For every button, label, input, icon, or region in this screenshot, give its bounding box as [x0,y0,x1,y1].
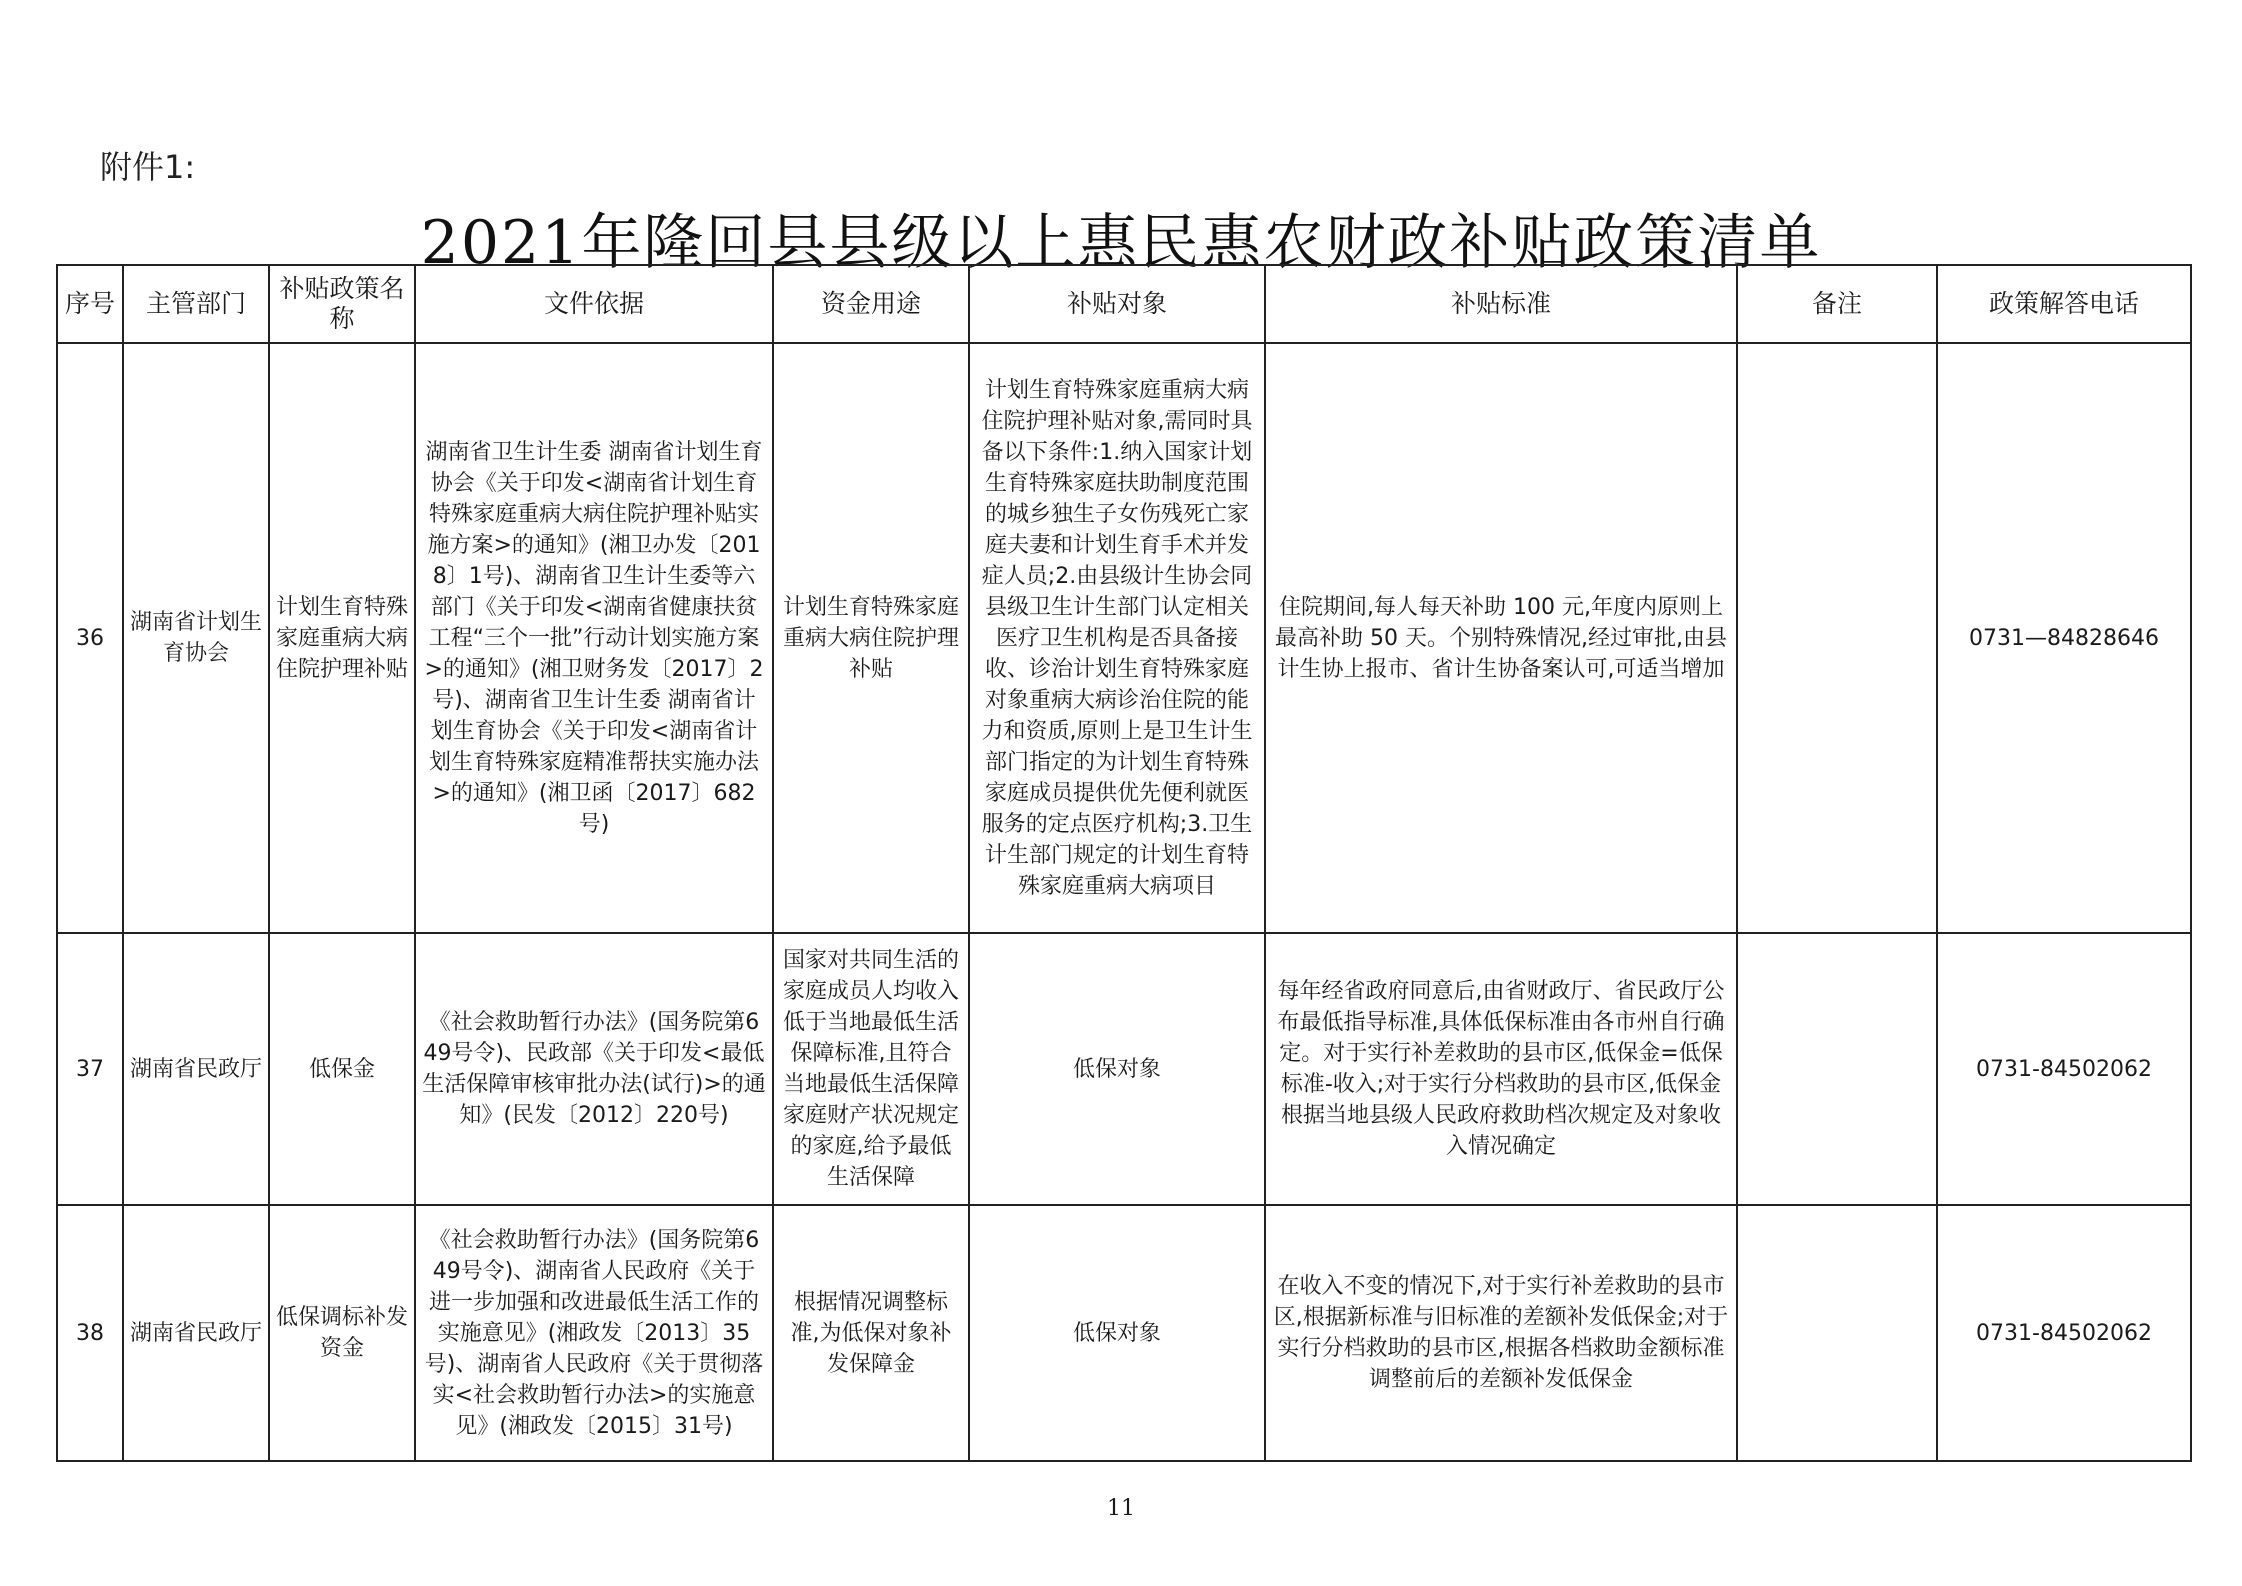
header-basis: 文件依据 [415,265,773,343]
cell-policy: 低保调标补发资金 [269,1205,415,1461]
header-target: 补贴对象 [969,265,1265,343]
cell-standard: 每年经省政府同意后,由省财政厅、省民政厅公布最低指导标准,具体低保标准由各市州自行确定。对于实行补差救助的县市区,低保金=低保标准-收入;对于实行分档救助的县市区,低保金根据当地县级人民政府救助档次规定及对象收入情况确定 [1265,933,1737,1205]
cell-dept: 湖南省计划生育协会 [123,343,269,933]
cell-seq: 36 [57,343,123,933]
header-remark: 备注 [1737,265,1937,343]
header-phone: 政策解答电话 [1937,265,2191,343]
cell-target: 低保对象 [969,1205,1265,1461]
policy-table [56,264,2192,1462]
cell-target: 计划生育特殊家庭重病大病住院护理补贴对象,需同时具备以下条件:1.纳入国家计划生育特殊家庭扶助制度范围的城乡独生子女伤残死亡家庭夫妻和计划生育手术并发症人员;2.由县级计生协会同县级卫生计生部门认定相关医疗卫生机构是否具备接收、诊治计划生育特殊家庭对象重病大病诊治住院的能力和资质,原则上是卫生计生部门指定的为计划生育特殊家庭成员提供优先便利就医服务的定点医疗机构;3.卫生计生部门规定的计划生育特殊家庭重病大病项目 [969,343,1265,933]
cell-use: 计划生育特殊家庭重病大病住院护理补贴 [773,343,969,933]
table-row [57,1205,2191,1461]
table-row [57,343,2191,933]
header-row [57,265,2191,343]
cell-policy: 低保金 [269,933,415,1205]
table-row [57,933,2191,1205]
cell-standard: 在收入不变的情况下,对于实行补差救助的县市区,根据新标准与旧标准的差额补发低保金;对于实行分档救助的县市区,根据各档救助金额标准调整前后的差额补发低保金 [1265,1205,1737,1461]
cell-policy: 计划生育特殊家庭重病大病住院护理补贴 [269,343,415,933]
cell-remark [1737,343,1937,933]
cell-seq: 38 [57,1205,123,1461]
cell-seq: 37 [57,933,123,1205]
cell-phone: 0731-84502062 [1937,933,2191,1205]
cell-basis: 湖南省卫生计生委 湖南省计划生育协会《关于印发<湖南省计划生育特殊家庭重病大病住院护理补贴实施方案>的通知》(湘卫办发〔2018〕1号)、湖南省卫生计生委等六部门《关于印发<湖南省健康扶贫工程“三个一批”行动计划实施方案>的通知》(湘卫财务发〔2017〕2号)、湖南省卫生计生委 湖南省计划生育协会《关于印发<湖南省计划生育特殊家庭精准帮扶实施办法>的通知》(湘卫函〔2017〕682号) [415,343,773,933]
cell-basis: 《社会救助暂行办法》(国务院第649号令)、湖南省人民政府《关于进一步加强和改进最低生活工作的实施意见》(湘政发〔2013〕35号)、湖南省人民政府《关于贯彻落实<社会救助暂行办法>的实施意见》(湘政发〔2015〕31号) [415,1205,773,1461]
header-seq: 序号 [57,265,123,343]
cell-standard: 住院期间,每人每天补助 100 元,年度内原则上最高补助 50 天。个别特殊情况,经过审批,由县计生协上报市、省计生协备案认可,可适当增加 [1265,343,1737,933]
cell-dept: 湖南省民政厅 [123,1205,269,1461]
cell-phone: 0731-84502062 [1937,1205,2191,1461]
header-dept: 主管部门 [123,265,269,343]
header-use: 资金用途 [773,265,969,343]
cell-target: 低保对象 [969,933,1265,1205]
cell-use: 国家对共同生活的家庭成员人均收入低于当地最低生活保障标准,且符合当地最低生活保障家庭财产状况规定的家庭,给予最低生活保障 [773,933,969,1205]
cell-use: 根据情况调整标准,为低保对象补发保障金 [773,1205,969,1461]
page-title: 2021年隆回县县级以上惠民惠农财政补贴政策清单 [420,208,1822,278]
cell-dept: 湖南省民政厅 [123,933,269,1205]
page-number: 11 [1107,1496,1135,1521]
cell-remark [1737,1205,1937,1461]
cell-remark [1737,933,1937,1205]
attachment-label: 附件1: [100,148,196,186]
cell-phone: 0731—84828646 [1937,343,2191,933]
header-policy: 补贴政策名称 [269,265,415,343]
cell-basis: 《社会救助暂行办法》(国务院第649号令)、民政部《关于印发<最低生活保障审核审批办法(试行)>的通知》(民发〔2012〕220号) [415,933,773,1205]
header-standard: 补贴标准 [1265,265,1737,343]
